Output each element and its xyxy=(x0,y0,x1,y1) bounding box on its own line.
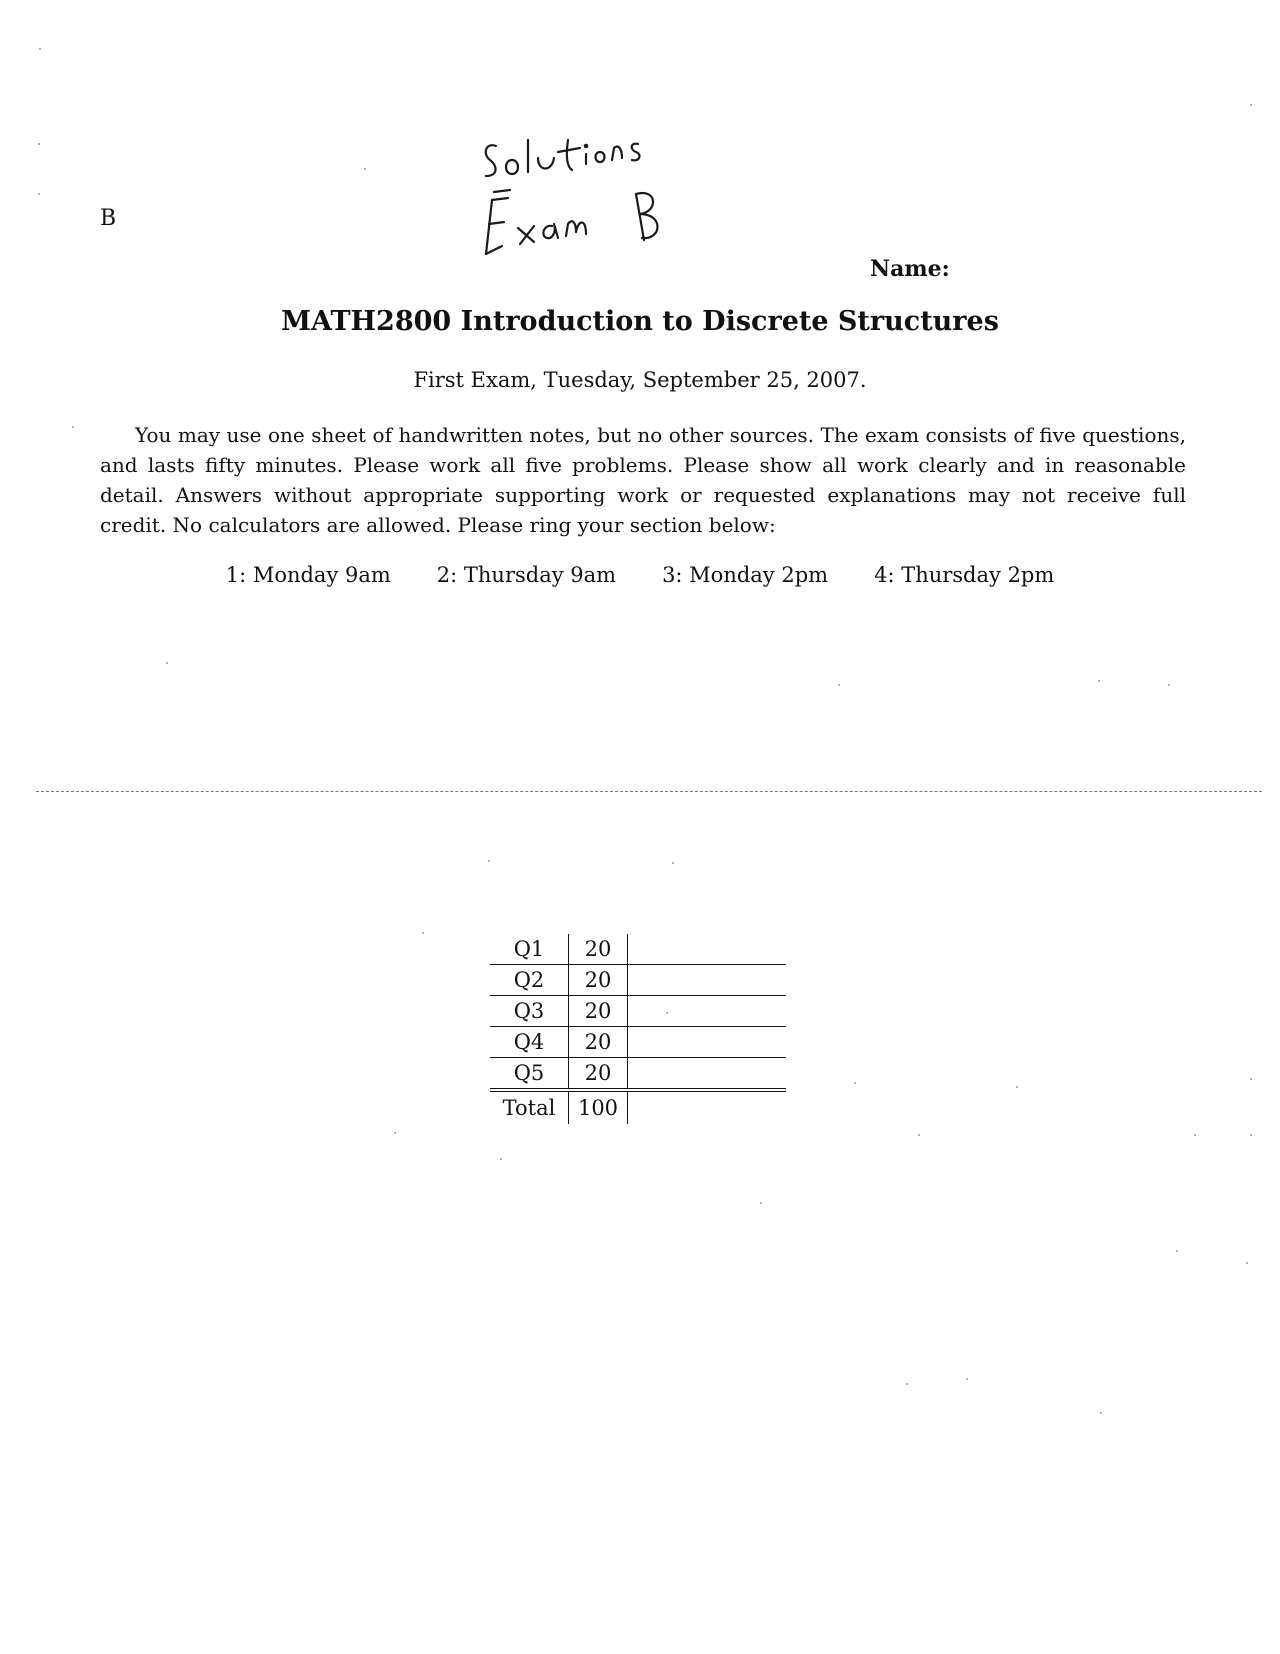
score-entry-cell[interactable] xyxy=(628,996,787,1027)
score-row-q4 xyxy=(490,1027,786,1058)
scan-speck xyxy=(1194,1134,1196,1136)
score-entry-cell[interactable] xyxy=(628,934,787,965)
scan-speck xyxy=(854,1082,856,1084)
score-entry-cell[interactable] xyxy=(628,1027,787,1058)
exam-version-letter: B xyxy=(100,206,117,231)
scan-speck xyxy=(166,662,168,664)
scan-speck xyxy=(39,48,41,50)
scan-speck xyxy=(38,143,40,145)
exam-instructions: You may use one sheet of handwritten notes, but no other sources. The exam consists of five questions, and lasts fifty minutes. Please work all five problems. Please show all work clearly and in reasonable detail. Answers without appropriate supporting work or requested explanations may not receive full credit. No calculators are allowed. Please ring your section below: xyxy=(100,423,1186,537)
section-option[interactable]: 4: Thursday 2pm xyxy=(874,563,1055,587)
total-label: Total xyxy=(490,1090,569,1124)
score-entry-cell[interactable] xyxy=(628,965,787,996)
question-label: Q1 xyxy=(490,934,569,965)
score-row-total xyxy=(490,1090,786,1124)
question-points: 20 xyxy=(569,965,628,996)
scan-speck xyxy=(1098,680,1100,682)
scan-speck xyxy=(1250,104,1252,106)
scan-speck xyxy=(1250,1078,1252,1080)
score-row-q2 xyxy=(490,965,786,996)
scan-speck xyxy=(364,168,366,170)
scan-speck xyxy=(760,1202,762,1204)
section-options xyxy=(0,563,1280,587)
scan-speck xyxy=(1100,1412,1102,1414)
scan-speck xyxy=(906,1383,908,1385)
scan-speck xyxy=(1168,684,1170,686)
handwritten-solutions-note xyxy=(482,132,722,272)
page-divider-line xyxy=(36,791,1262,792)
exam-date-subtitle: First Exam, Tuesday, September 25, 2007. xyxy=(413,368,867,392)
scan-speck xyxy=(1250,1134,1252,1136)
question-label: Q5 xyxy=(490,1058,569,1091)
scan-speck xyxy=(918,1134,920,1136)
scan-speck xyxy=(422,932,424,934)
question-points: 20 xyxy=(569,1027,628,1058)
total-score-entry-cell[interactable] xyxy=(628,1090,787,1124)
question-label: Q3 xyxy=(490,996,569,1027)
name-label: Name: xyxy=(870,256,950,282)
scan-speck xyxy=(38,193,40,195)
scan-speck xyxy=(500,1158,502,1160)
scan-speck xyxy=(672,862,674,864)
score-row-q5 xyxy=(490,1058,786,1091)
scan-speck xyxy=(394,1132,396,1134)
question-points: 20 xyxy=(569,996,628,1027)
course-title: MATH2800 Introduction to Discrete Structures xyxy=(281,306,999,337)
scan-speck xyxy=(1176,1250,1178,1252)
score-entry-cell[interactable] xyxy=(628,1058,787,1091)
question-label: Q2 xyxy=(490,965,569,996)
total-points: 100 xyxy=(569,1090,628,1124)
question-points: 20 xyxy=(569,1058,628,1091)
score-row-q1 xyxy=(490,934,786,965)
scan-speck xyxy=(488,860,490,862)
section-option[interactable]: 1: Monday 9am xyxy=(225,563,391,587)
score-table xyxy=(490,934,786,1124)
section-option[interactable]: 2: Thursday 9am xyxy=(436,563,617,587)
question-points: 20 xyxy=(569,934,628,965)
scan-speck xyxy=(72,426,74,428)
scan-speck xyxy=(1016,1086,1018,1088)
question-label: Q4 xyxy=(490,1027,569,1058)
score-row-q3 xyxy=(490,996,786,1027)
section-option[interactable]: 3: Monday 2pm xyxy=(662,563,829,587)
scan-speck xyxy=(838,684,840,686)
scan-speck xyxy=(966,1378,968,1380)
scan-speck xyxy=(1246,1262,1248,1264)
